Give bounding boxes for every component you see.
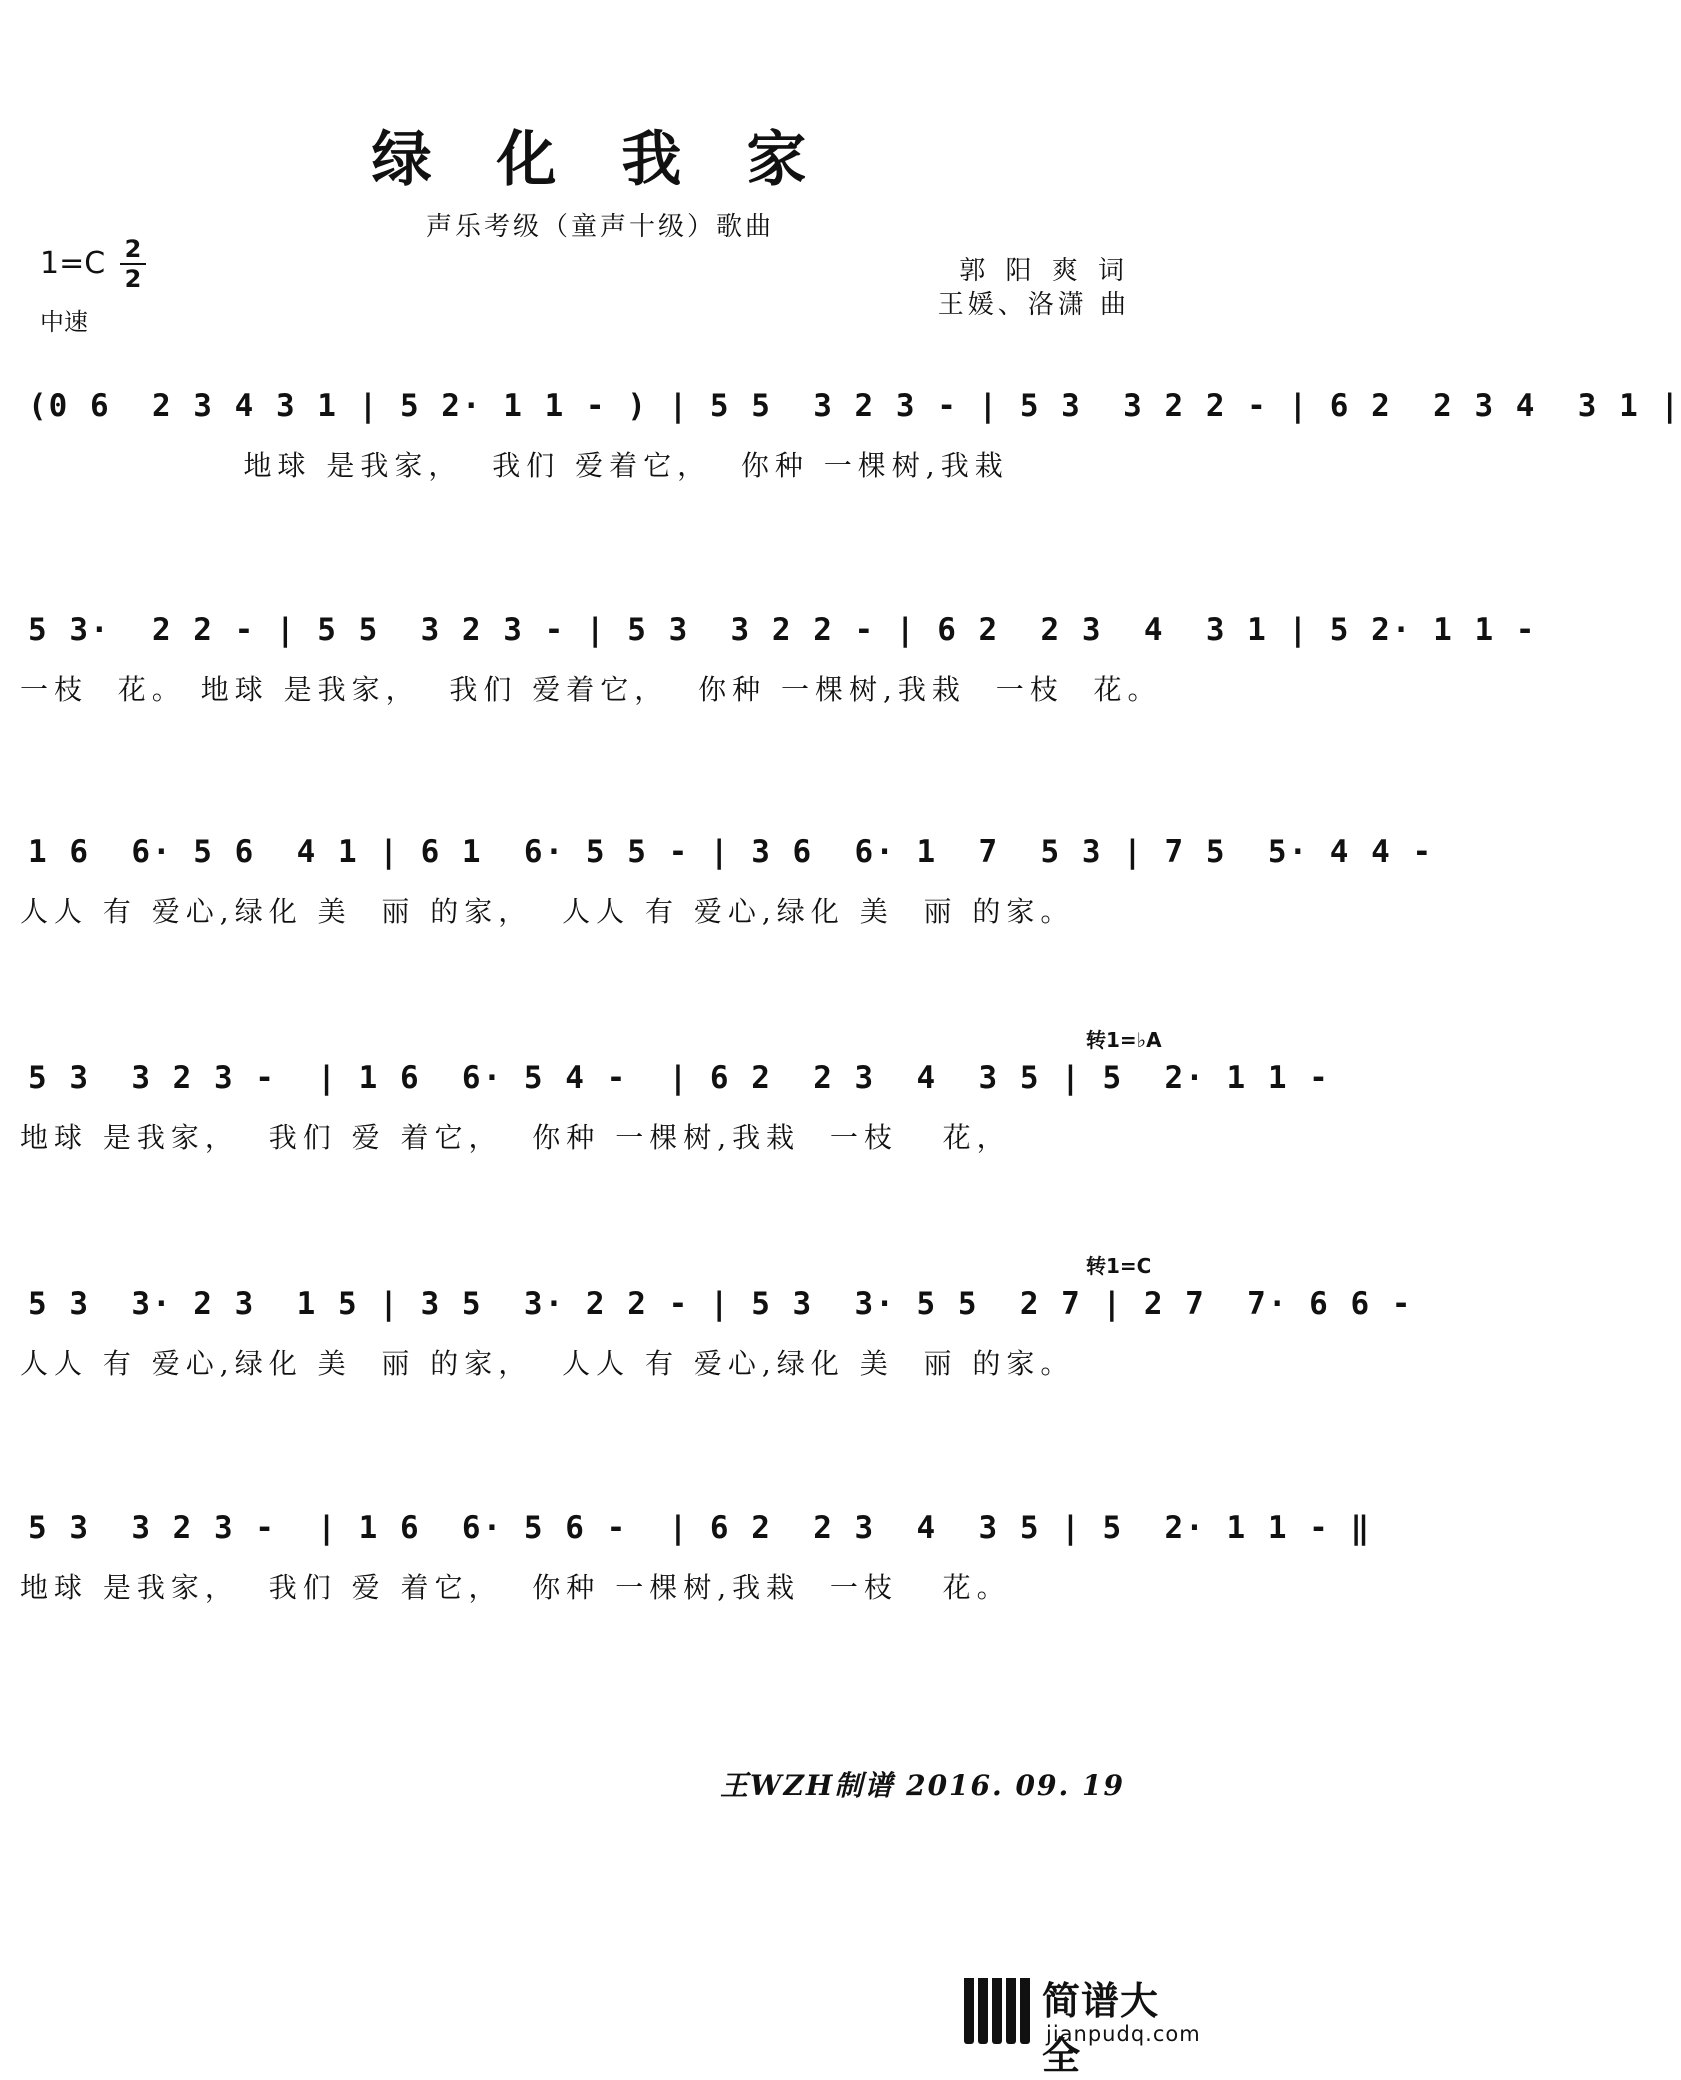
lyrics-line-4: 地球 是我家， 我们 爱 着它， 你种 一棵树,我栽 一枝 花，: [20, 1121, 1011, 1154]
notation-line-5: 5 3 3· 2 3 1 5 | 3 5 3· 2 2 - | 5 3 3· 5 5 2 7 | 2 7 7· 6 6 -: [28, 1286, 1413, 1322]
song-title: 绿 化 我 家: [371, 125, 829, 195]
lyrics-line-2: 一枝 花。 地球 是我家， 我们 爱着它， 你种 一棵树,我栽 一枝 花。: [20, 673, 1162, 706]
notation-line-3: 1 6 6· 5 6 4 1 | 6 1 6· 5 5 - | 3 6 6· 1 7 5 3 | 7 5 5· 4 4 -: [28, 834, 1434, 870]
song-subtitle: 声乐考级（童声十级）歌曲: [425, 212, 774, 242]
transcriber-signature: 王WZH制谱 2016. 09. 19: [720, 1769, 1125, 1802]
lyrics-line-3: 人人 有 爱心,绿化 美 丽 的家， 人人 有 爱心,绿化 美 丽 的家。: [20, 895, 1075, 928]
time-signature-bottom: 2: [124, 265, 142, 293]
modulation-mark-1: 转1=♭A: [1086, 1028, 1162, 1052]
notation-line-6: 5 3 3 2 3 - | 1 6 6· 5 6 - | 6 2 2 3 4 3 5 | 5 2· 1 1 - ‖: [28, 1510, 1372, 1546]
notation-line-4: 5 3 3 2 3 - | 1 6 6· 5 4 - | 6 2 2 3 4 3 5 | 5 2· 1 1 -: [28, 1060, 1330, 1096]
piano-keys-icon: [962, 1978, 1034, 2048]
watermark-url: jianpudq.com: [1046, 2022, 1201, 2046]
site-watermark: [962, 1968, 1201, 2078]
key-signature: 1=C: [40, 246, 106, 281]
watermark-name: 简谱大全: [1042, 1979, 1160, 2078]
tempo-marking: 中速: [40, 308, 88, 336]
notation-line-2: 5 3· 2 2 - | 5 5 3 2 3 - | 5 3 3 2 2 - | 6 2 2 3 4 3 1 | 5 2· 1 1 -: [28, 612, 1537, 648]
lyrics-line-1: 地球 是我家， 我们 爱着它， 你种 一棵树,我栽: [20, 449, 1009, 482]
lyrics-line-5: 人人 有 爱心,绿化 美 丽 的家， 人人 有 爱心,绿化 美 丽 的家。: [20, 1347, 1075, 1380]
notation-line-1: (0 6 2 3 4 3 1 | 5 2· 1 1 - ) | 5 5 3 2 3 - | 5 3 3 2 2 - | 6 2 2 3 4 3 1 |: [28, 388, 1681, 424]
lyrics-line-6: 地球 是我家， 我们 爱 着它， 你种 一棵树,我栽 一枝 花。: [20, 1571, 1011, 1604]
modulation-mark-2: 转1=C: [1086, 1254, 1152, 1278]
composer-credit: 王媛、洛潇 曲: [937, 290, 1130, 320]
lyricist-credit: 郭 阳 爽 词: [959, 256, 1130, 286]
time-signature: [120, 236, 146, 292]
time-signature-top: 2: [124, 235, 142, 263]
